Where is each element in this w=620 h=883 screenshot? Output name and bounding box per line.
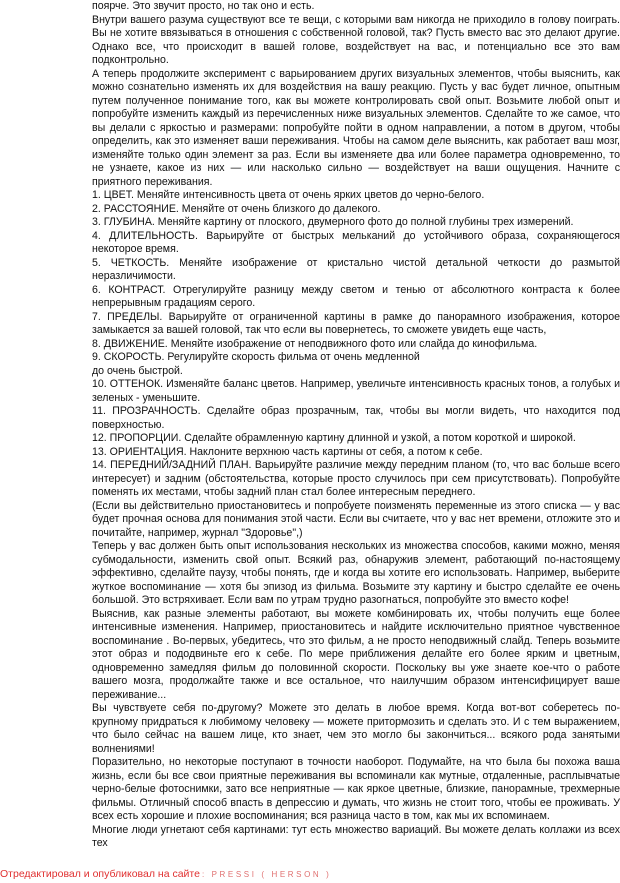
list-item: 4. ДЛИТЕЛЬНОСТЬ. Варьируйте от быстрых мельканий до устойчивого образа, сохраняющегося некоторое время. [92, 229, 620, 255]
list-item: 7. ПРЕДЕЛЫ. Варьируйте от ограниченной картины в рамке до панорамного изображения, которое замыкается за вашей головой, так что если вы повернетесь, то сможете увидеть еще часть, [92, 310, 620, 336]
list-item: 6. КОНТРАСТ. Отрегулируйте разницу между светом и тенью от абсолютного контраста к более непрерывным градациям серого. [92, 283, 620, 309]
list-item: 5. ЧЕТКОСТЬ. Меняйте изображение от кристально чистой детальной четкости до размытой неразличимости. [92, 256, 620, 282]
paragraph: Выяснив, как разные элементы работают, вы можете комбинировать их, чтобы получить еще более интенсивные изменения. Например, приостановитесь и найдите исключительно приятное чувственное воспоминание . Во-первых, убедитесь, что это фильм, а не просто неподвижный слайд. Теперь возьмите этот образ и пододвиньте его к себе. По мере приближения делайте его более ярким и цветным, одновременно замедляя фильм до половинной скорости. Поскольку вы уже знаете кое-что о работе вашего мозга, продолжайте также и все остальное, что наилучшим образом интенсифицирует ваше переживание... [92, 607, 620, 701]
list-item: до очень быстрой. [92, 364, 183, 377]
paragraph: Вы чувствуете себя по-другому? Можете это делать в любое время. Когда вот-вот соберетесь по-крупному придраться к любимому человеку — можете притормозить и сделать это. И с тем выражением, что было сейчас на вашем лице, кто знает, чем это могло бы закончиться... всякого рода занятыми волнениями! [92, 702, 620, 755]
list-item: 2. РАССТОЯНИЕ. Меняйте от очень близкого до далекого. [92, 202, 381, 215]
list-item: 11. ПРОЗРАЧНОСТЬ. Сделайте образ прозрачным, так, чтобы вы могли видеть, что находится под поверхностью. [92, 405, 620, 431]
list-item: 12. ПРОПОРЦИИ. Сделайте обрамленную картину длинной и узкой, а потом короткой и широкой. [92, 432, 576, 444]
list-item: 14. ПЕРЕДНИЙ/ЗАДНИЙ ПЛАН. Варьируйте различие между передним планом (то, что вас больше всего интересует) и задним (обстоятельства, которые просто случилось при сем присутствовать). Попробуйте поменять их местами, чтобы задний план стал более интересным переднего. [92, 459, 620, 498]
paragraph: Теперь у вас должен быть опыт использования нескольких из множества способов, какими можно, меняя субмодальности, изменить свой опыт. Всякий раз, обнаружив элемент, работающий по-настоящему эффективно, сделайте паузу, чтобы понять, где и когда вы хотите его использовать. Например, выберите жуткое воспоминание — хотя бы эпизод из фильма. Возьмите эту картину и быстро сделайте ее очень большой. Это встряхивает. Если вам по утрам трудно разогнаться, попробуйте это вместо кофе! [92, 540, 620, 606]
list-item: 10. ОТТЕНОК. Изменяйте баланс цветов. Например, увеличьте интенсивность красных тонов, а голубых и зеленых - уменьшите. [92, 378, 620, 404]
list-item: 9. СКОРОСТЬ. Регулируйте скорость фильма от очень медленной [92, 351, 420, 363]
footer-site-link[interactable]: : PRESSI ( HERSON ) [201, 870, 332, 879]
document-page [92, 0, 620, 851]
footer-credit: Отредактировал и опубликовал на сайте [0, 868, 200, 880]
paragraph: А теперь продолжите эксперимент с варьированием других визуальных элементов, чтобы выяснить, как можно сознательно изменять их для воздействия на вашу реакцию. Пусть у вас будет личное, опытным путем полученное понимание того, как вы можете контролировать свой опыт. Возьмите любой опыт и попробуйте изменить каждый из перечисленных ниже визуальных элементов. Сделайте то же самое, что вы делали с яркостью и размерами: попробуйте пойти в одном направлении, а потом в другом, чтобы определить, как это изменяет ваши переживания. Чтобы на самом деле выяснить, как работает ваш мозг, изменяйте только один элемент за раз. Если вы изменяете два или более параметра одновременно, то не узнаете, какое из них — или насколько сильно — воздействует на ваши ощущения. Начните с приятного переживания. [92, 67, 620, 188]
list-item: 3. ГЛУБИНА. Меняйте картину от плоского, двумерного фото до полной глубины трех измерений. [92, 216, 574, 228]
paragraph: поярче. Это звучит просто, но так оно и есть. [92, 0, 315, 12]
paragraph: Внутри вашего разума существуют все те вещи, с которыми вам никогда не приходило в голову поиграть. Вы не хотите ввязываться в отношения с собственной головой, так? Пусть вместо вас это делают другие. Однако все, что происходит в вашей голове, воздействует на вас, и потенциально все это вам подконтрольно. [92, 13, 620, 66]
paragraph: (Если вы действительно приостановитесь и попробуете поизменять переменные из этого списка — у вас будет прочная основа для понимания этой части. Если вы считаете, что у вас нет времени, отложите это и почитайте, например, журнал "Здоровье",) [92, 499, 620, 539]
list-item: 1. ЦВЕТ. Меняйте интенсивность цвета от очень ярких цветов до черно-белого. [92, 189, 485, 201]
footer [0, 868, 620, 881]
paragraph: Поразительно, но некоторые поступают в точности наоборот. Подумайте, на что была бы похожа ваша жизнь, если бы все свои приятные переживания вы вспоминали как мутные, отдаленные, расплывчатые черно-белые фотоснимки, зато все неприятные — как яркое цветные, близкие, панорамные, трехмерные фильмы. Отличный способ впасть в депрессию и думать, что жизнь не стоит того, чтобы ее проживать. У всех есть хорошие и плохие воспоминания; вся разница часто в том, как мы их вспоминаем. [92, 756, 620, 822]
paragraph: Многие люди угнетают себя картинами: тут есть множество вариаций. Вы можете делать коллажи из всех тех [92, 823, 620, 849]
list-item: 13. ОРИЕНТАЦИЯ. Наклоните верхнюю часть картины от себя, а потом к себе. [92, 445, 483, 458]
list-item: 8. ДВИЖЕНИЕ. Меняйте изображение от неподвижного фото или слайда до кинофильма. [92, 337, 538, 350]
